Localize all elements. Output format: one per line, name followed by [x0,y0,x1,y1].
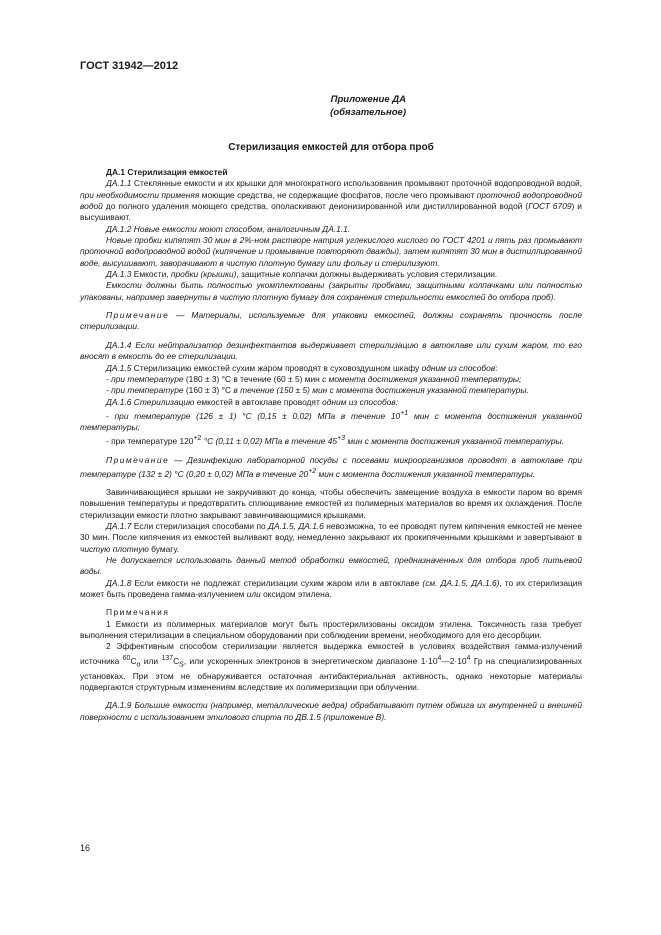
subsection-heading: ДА.1 Стерилизация емкостей [106,167,228,177]
note-item-1: 1 Емкости из полимерных материалов могут быть простерилизованы оксидом этилена. Токсичность газа требует выполнения стерилизации в специальном оборудовании при соблюдении времени, необходимого для его десорбции. [80,618,582,641]
clause-number: ДА.1.7 [106,521,132,532]
list-item-autoclave-2: - при температуре $120^{+2}$ °С (0,11 ± 0,02) МПа в течение $45^{+3}$ мин с момента достижения указанной температуры. [106,435,564,447]
clause-number: ДА.1.3 [106,269,132,280]
note-label: Примечание [106,454,170,465]
paragraph-da-1-3: ДА.1.3 Емкости, пробки (крышки), защитные колпачки должны выдерживать условия стерилизации. [106,269,498,280]
paragraph-da-1-7: ДА.1.7 Если стерилизация способами по ДА.1.5, ДА.1.6 невозможна, то ее проводят путем кипячения емкостей не менее 30 мин. После кипячения из емкостей выливают воду, немедленно закрывают их прокипяченными крышками и завертывают в чистую плотную бумагу. [80,521,582,554]
paragraph-screw-caps: Завинчивающиеся крышки не закручивают до конца, чтобы обеспечить замещение воздуха в емкости паром во время повышения температуры и предотвратить сплющивание емкостей из полимерных материалов во время их охлаждения. После стерилизации емкости плотно закрывают завинчивающимися крышками. [80,486,582,520]
notes-heading: Примечания [106,607,170,618]
annex-status: (обязательное) [330,107,406,118]
page-number: 16 [80,843,91,853]
note-packaging: Примечание — Материалы, используемые для упаковки емкостей, должны сохранять прочность после стерилизации. [80,310,582,332]
note-disinfection: Примечание — Дезинфекцию лабораторной посуды с посевами микроорганизмов проводят в автоклаве при температуре (132 ± 2) °С (0,20 ± 0,02) МПа в течение $20^{+2}$ мин с момента достижения указанной температуры. [80,454,582,479]
section-title: Стерилизация емкостей для отбора проб [228,142,434,153]
clause-number: ДА.1.6 [106,396,132,407]
paragraph-da-1-4: ДА.1.4 Если нейтрализатор дезинфектантов выдерживает стерилизацию в автоклаве или сухим жаром, то его вносят в емкость до ее стерилизации. [80,339,582,362]
list-item-dry-heat-1: - при температуре (180 ± 3) °С в течение (60 ± 5) мин с момента достижения указанной температуры; [106,373,522,384]
annex-label [330,93,406,119]
clause-number: ДА.1.1 [106,178,132,189]
note-item-2: 2 Эффективным способом стерилизации является выдержка емкостей в условиях воздействия гамма-излучений источника $^{60}С_о$ или $^{137}С_S$, или ускоренных электронов в энергетическом диапазоне $1\cdot 10^4—2\cdot 10^4$ Гр на специализированных установках. При этом не обнаруживается остаточная антибактериальная активность, однако некоторые материалы подвергаются структурным изменениям вследствие их полимеризации при облучении. [80,641,582,692]
paragraph-drinking-water: Не допускается использовать данный метод обработки емкостей, предназначенных для отбора проб питьевой воды. [80,555,582,577]
paragraph-new-stoppers: Новые пробки кипятят 30 мин в 2%-ном растворе натрия углекислого кислого по ГОСТ 4201 и пять раз промывают проточной водопроводной водой (кипячение и промывание повторяют дважды), затем кипятят 30 мин в дистиллированной воде, высушивают, заворачивают в чистую плотную бумагу или фольгу и стерилизуют. [80,235,582,268]
clause-number: ДА.1.8 [106,577,132,588]
paragraph-da-1-1: ДА.1.1 Стеклянные емкости и их крышки для многократного использования промывают проточной водопроводной водой, при необходимости применяя моющие средства, не содержащие фосфатов, после чего промывают проточной водопроводной водой до полного удаления моющего средства, ополаскивают деионизированной или дистиллированной водой (ГОСТ 6709) и высушивают. [80,178,583,223]
list-item-autoclave-1: - при температуре (126 ± 1) °С (0,15 ± 0,02) МПа в течение $10^{+1}$ мин с момента достижения указанной температуры; [80,409,583,433]
paragraph-completeness: Емкости должны быть полностью укомплектованы (закрыты пробками, защитными колпачками или полностью упакованы, например завернуты в чистую плотную бумагу для сохранения стерильности емкостей до отбора проб). [80,280,582,302]
annex-title: Приложение ДА [330,94,406,105]
note-label: Примечание [106,310,170,321]
paragraph-da-1-2: ДА.1.2 Новые емкости моют способом, аналогичным ДА.1.1. [106,223,351,234]
paragraph-da-1-9: ДА.1.9 Большие емкости (например, металлические ведра) обрабатывают путем обжига их внутренней и внешней поверхности с использованием этилового спирта по ДВ.1.5 (приложение В). [80,700,582,722]
clause-number: ДА.1.5 [106,362,132,373]
document-header: ГОСТ 31942—2012 [80,60,179,72]
document-body [80,167,582,723]
paragraph-da-1-5: ДА.1.5 Стерилизацию емкостей сухим жаром проводят в суховоздушном шкафу одним из способов: [106,362,498,373]
paragraph-da-1-8: ДА.1.8 Если емкости не подлежат стерилизации сухим жаром или в автоклаве (см. ДА.1.5, ДА.1.6), то их стерилизация может быть проведена гамма-излучением или оксидом этилена. [80,577,583,600]
list-item-dry-heat-2: - при температуре (160 ± 3) °С в течение (150 ± 5) мин с момента достижения указанной температуры. [106,385,529,396]
paragraph-da-1-6: ДА.1.6 Стерилизацию емкостей в автоклаве проводят одним из способов: [106,396,399,407]
